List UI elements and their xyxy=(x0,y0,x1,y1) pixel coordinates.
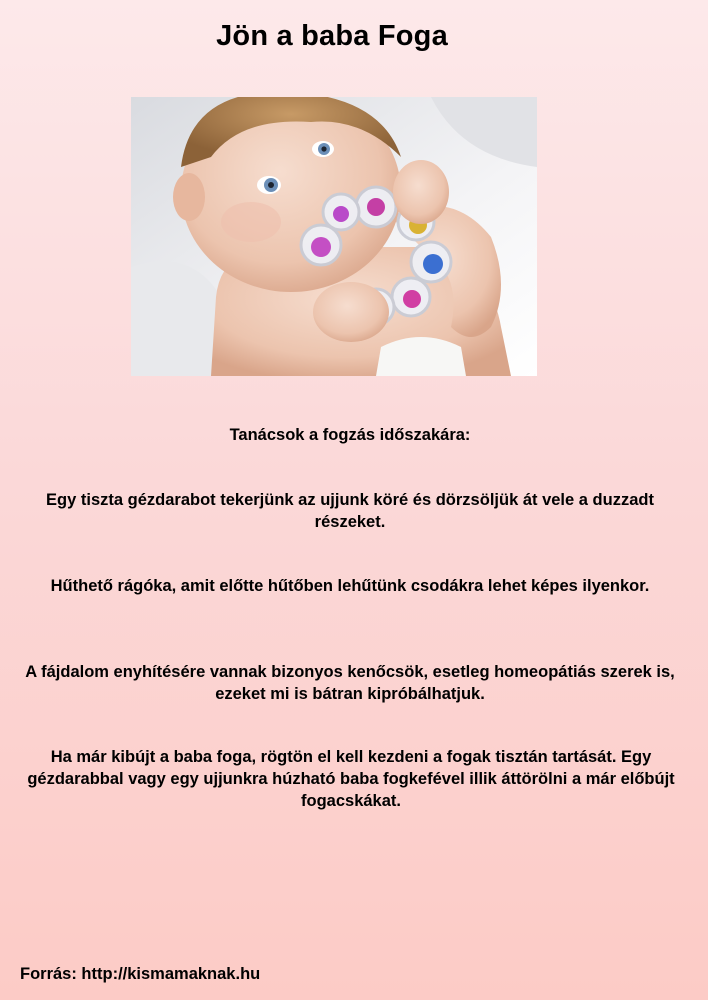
source-credit: Forrás: http://kismamaknak.hu xyxy=(20,965,261,983)
page-title: Jön a baba Foga xyxy=(216,20,448,52)
baby-teething-photo xyxy=(131,97,537,376)
tip-paragraph: Ha már kibújt a baba foga, rögtön el kell kezdeni a fogak tisztán tartását. Egy gézdarabbal vagy egy ujjunkra húzható baba fogkefével illik áttörölni a már előbújt fogacskákat. xyxy=(27,748,675,810)
tip-paragraph: Egy tiszta gézdarabot tekerjünk az ujjunk köré és dörzsöljük át vele a duzzadt részeket. xyxy=(46,491,654,531)
tips-heading: Tanácsok a fogzás időszakára: xyxy=(229,426,471,444)
tip-paragraph: Hűthető rágóka, amit előtte hűtőben lehűtünk csodákra lehet képes ilyenkor. xyxy=(50,577,650,595)
baby-with-teething-ring-icon xyxy=(131,97,537,376)
tip-paragraph: A fájdalom enyhítésére vannak bizonyos kenőcsök, esetleg homeopátiás szerek is, ezeket mi is bátran kipróbálhatjuk. xyxy=(25,663,675,703)
